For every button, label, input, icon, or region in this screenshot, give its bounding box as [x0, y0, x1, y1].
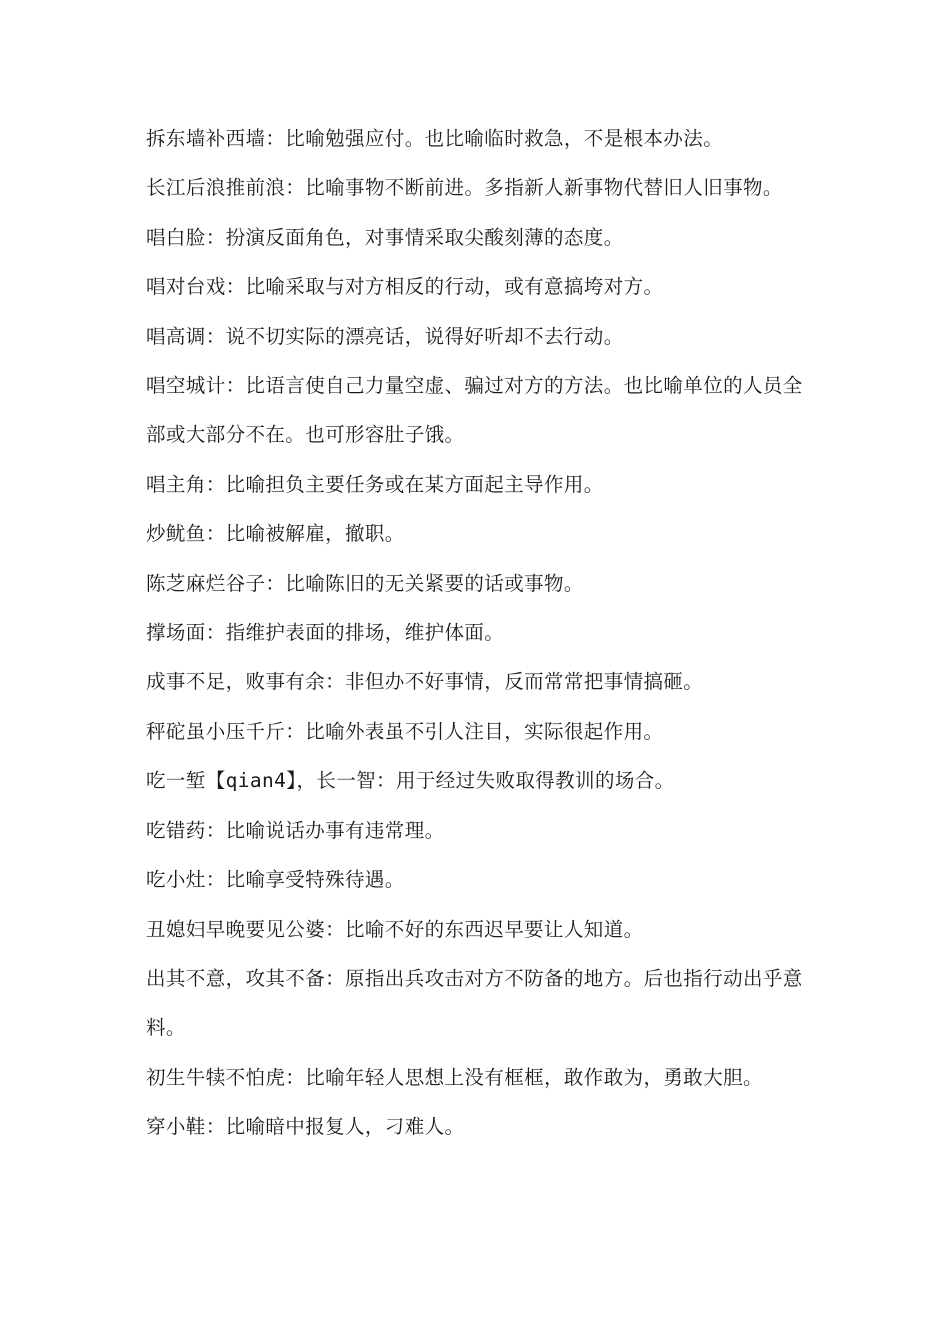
- idiom-entry: 出其不意，攻其不备：原指出兵攻击对方不防备的地方。后也指行动出乎意料。: [146, 966, 803, 1040]
- idiom-entry: 唱对台戏：比喻采取与对方相反的行动，或有意搞垮对方。: [146, 275, 664, 299]
- idiom-entry: 唱主角：比喻担负主要任务或在某方面起主导作用。: [146, 472, 604, 496]
- idiom-entry: 拆东墙补西墙：比喻勉强应付。也比喻临时救急，不是根本办法。: [146, 127, 724, 150]
- idiom-list: [146, 114, 814, 1152]
- idiom-entry: 长江后浪推前浪：比喻事物不断前进。多指新人新事物代替旧人旧事物。: [146, 176, 783, 200]
- idiom-entry: 吃一堑【qian4】，长一智：用于经过失败取得教训的场合。: [146, 769, 675, 793]
- idiom-entry: 唱高调：说不切实际的漂亮话，说得好听却不去行动。: [146, 324, 624, 348]
- idiom-entry: 唱空城计：比语言使自己力量空虚、骗过对方的方法。也比喻单位的人员全部或大部分不在。也可形容肚子饿。: [146, 374, 803, 447]
- idiom-entry: 成事不足，败事有余：非但办不好事情，反而常常把事情搞砸。: [146, 670, 704, 694]
- idiom-entry: 丑媳妇早晚要见公婆：比喻不好的东西迟早要让人知道。: [146, 917, 644, 941]
- idiom-entry: 陈芝麻烂谷子：比喻陈旧的无关紧要的话或事物。: [146, 571, 584, 595]
- idiom-entry: 秤砣虽小压千斤：比喻外表虽不引人注目，实际很起作用。: [146, 719, 664, 743]
- idiom-entry: 炒鱿鱼：比喻被解雇，撤职。: [146, 522, 405, 546]
- idiom-entry: 唱白脸：扮演反面角色，对事情采取尖酸刻薄的态度。: [146, 225, 624, 249]
- idiom-entry: 吃错药：比喻说话办事有违常理。: [146, 818, 445, 842]
- idiom-entry: 初生牛犊不怕虎：比喻年轻人思想上没有框框，敢作敢为，勇敢大胆。: [146, 1065, 763, 1089]
- idiom-entry: 吃小灶：比喻享受特殊待遇。: [146, 868, 405, 892]
- idiom-entry: 穿小鞋：比喻暗中报复人，刁难人。: [146, 1115, 465, 1139]
- idiom-entry: 撑场面：指维护表面的排场，维护体面。: [146, 621, 505, 645]
